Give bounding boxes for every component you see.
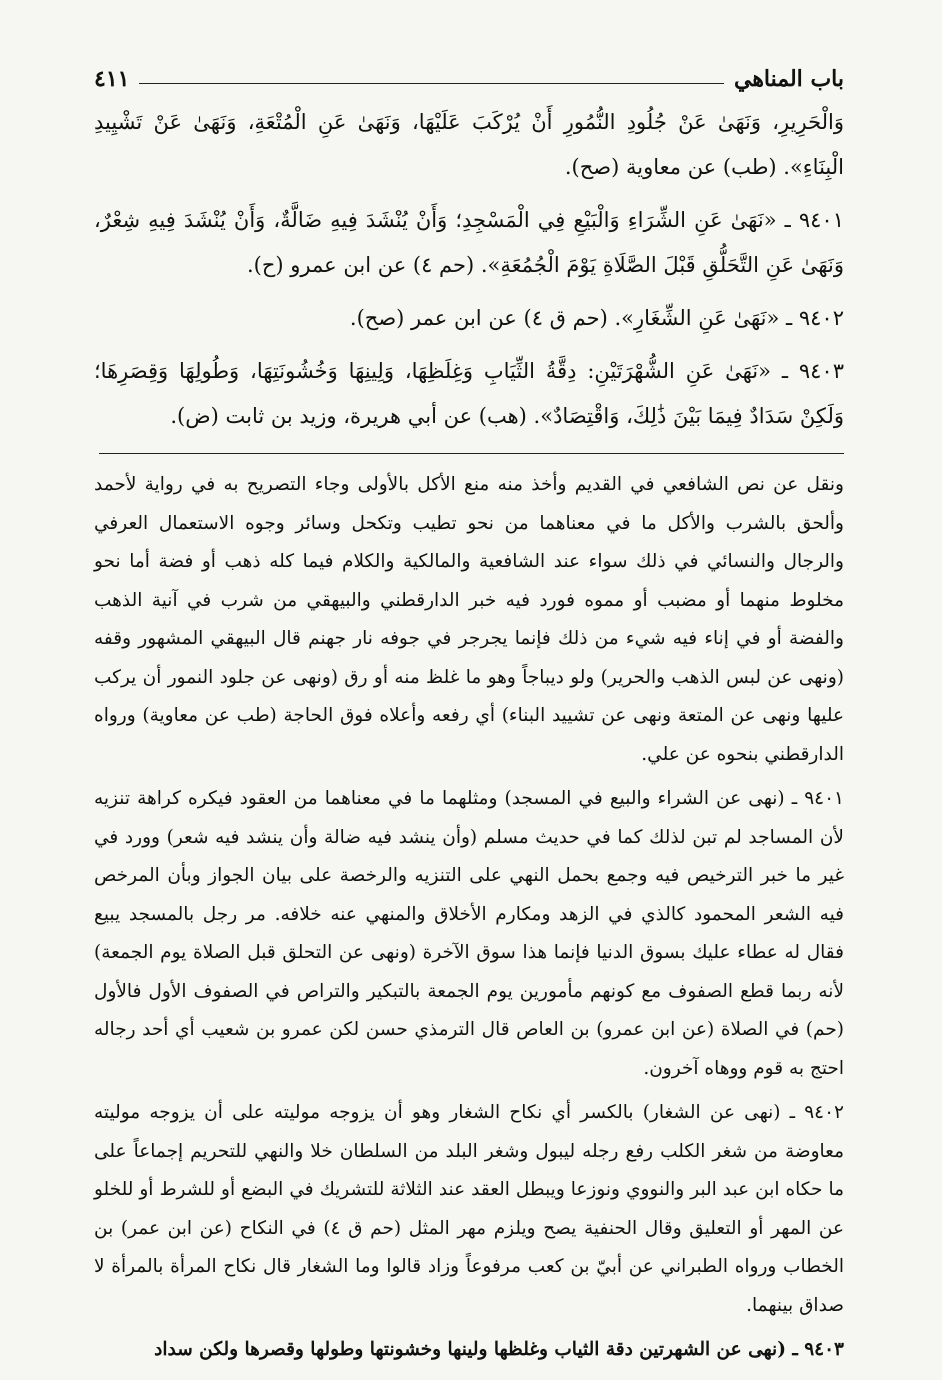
footnote-separator (99, 453, 844, 454)
commentary-paragraph: ونقل عن نص الشافعي في القديم وأخذ منه منع الأكل بالأولى وجاء التصريح به في رواية لأحمد وألحق بالشرب والأكل ما في معناهما من نحو تطيب وتكحل وسائر وجوه الاستعمال العرفي والرجال والنسائي في ذلك سواء عند الشافعية والمالكية والكلام فيما كله ذهب أو فضة أما نحو مخلوط منهما أو مضبب أو مموه فورد فيه خبر الدارقطني والبيهقي من شرب في آنية الذهب والفضة أو في إناء فيه شيء من ذلك فإنما يجرجر في جوفه نار جهنم قال البيهقي المشهور وقفه (ونهى عن لبس الذهب والحرير) ولو ديباجاً وهو ما غلظ منه أو رق (ونهى عن جلود النمور أن يركب عليها ونهى عن المتعة ونهى عن تشييد البناء) أي رفعه وأعلاه فوق الحاجة (طب عن معاوية) ورواه الدارقطني بنحوه عن علي. (94, 474, 844, 765)
hadith-paragraph: ٩٤٠٢ ـ «نَهَىٰ عَنِ الشِّغَارِ». (حم ق ٤) عن ابن عمر (صح). (349, 306, 844, 330)
page-number: ٤١١ (94, 66, 130, 92)
commentary-paragraph: ٩٤٠٣ ـ (نهى عن الشهرتين دقة الثياب وغلظها ولينها وخشونتها وطولها وقصرها ولكن سداد (154, 1339, 844, 1360)
hadith-paragraph: وَالْحَرِيرِ، وَنَهَىٰ عَنْ جُلُودِ النُّمُورِ أَنْ يُرْكَبَ عَلَيْهَا، وَنَهَىٰ عَنِ الْمُتْعَةِ، وَنَهَىٰ عَنْ تَشْيِيدِ الْبِنَاءِ». (طب) عن معاوية (صح). (94, 110, 844, 179)
hadith-paragraph: ٩٤٠١ ـ «نَهَىٰ عَنِ الشِّرَاءِ وَالْبَيْعِ فِي الْمَسْجِدِ؛ وَأَنْ يُنْشَدَ فِيهِ ضَالَّةٌ، وَأَنْ يُنْشَدَ فِيهِ شِعْرٌ، وَنَهَىٰ عَنِ التَّحَلُّقِ قَبْلَ الصَّلَاةِ يَوْمَ الْجُمُعَةِ». (حم ٤) عن ابن عمرو (ح). (94, 208, 844, 277)
chapter-title: باب المناهي (733, 66, 844, 92)
commentary-text (94, 466, 844, 1370)
hadith-paragraph: ٩٤٠٣ ـ «نَهَىٰ عَنِ الشُّهْرَتَيْنِ: دِقَّةُ الثِّيَابِ وَغِلَظِهَا، وَلِينِهَا وَخُشُونَتِهَا، وَطُولِهَا وَقِصَرِهَا؛ وَلَكِنْ سَدَادٌ فِيمَا بَيْنَ ذَٰلِكَ، وَاقْتِصَادٌ». (هب) عن أبي هريرة، وزيد بن ثابت (ض). (94, 359, 844, 428)
header-rule (139, 83, 724, 84)
commentary-paragraph: ٩٤٠١ ـ (نهى عن الشراء والبيع في المسجد) ومثلهما ما في معناهما من العقود فيكره كراهة تنزيه لأن المساجد لم تبن لذلك كما في حديث مسلم (وأن ينشد فيه ضالة وأن ينشد فيه شعر) وورد في غير ما خبر الترخيص فيه وجمع بحمل النهي على التنزيه والرخصة على بيان الجواز وبأن المرخص فيه الشعر المحمود كالذي في الزهد ومكارم الأخلاق والمنهي عنه خلافه. مر رجل بالمسجد يبيع فقال له عطاء عليك بسوق الدنيا فإنما هذا سوق الآخرة (ونهى عن التحلق قبل الصلاة يوم الجمعة) لأنه ربما قطع الصفوف مع كونهم مأمورين يوم الجمعة بالتبكير والتراص في الصفوف الأول فالأول (حم) في الصلاة (عن ابن عمرو) بن العاص قال الترمذي حسن لكن عمرو بن شعيب أي أحد رجاله احتج به قوم ووهاه آخرون. (94, 788, 844, 1079)
commentary-paragraph: ٩٤٠٢ ـ (نهى عن الشغار) بالكسر أي نكاح الشغار وهو أن يزوجه موليته على أن يزوجه موليته معاوضة من شغر الكلب رفع رجله ليبول وشغر البلد من السلطان خلا والنهي للتحريم إجماعاً على ما حكاه ابن عبد البر والنووي ونوزعا ويبطل العقد عند الثلاثة للتشريك في البضع أو للشرط أو للخلو عن المهر أو التعليق وقال الحنفية يصح ويلزم مهر المثل (حم ق ٤) في النكاح (عن ابن عمر) بن الخطاب ورواه الطبراني عن أبيّ بن كعب مرفوعاً وزاد قالوا وما الشغار قال نكاح المرأة بالمرأة لا صداق بينهما. (94, 1102, 844, 1316)
hadith-text (94, 100, 844, 439)
page-header (94, 56, 844, 92)
